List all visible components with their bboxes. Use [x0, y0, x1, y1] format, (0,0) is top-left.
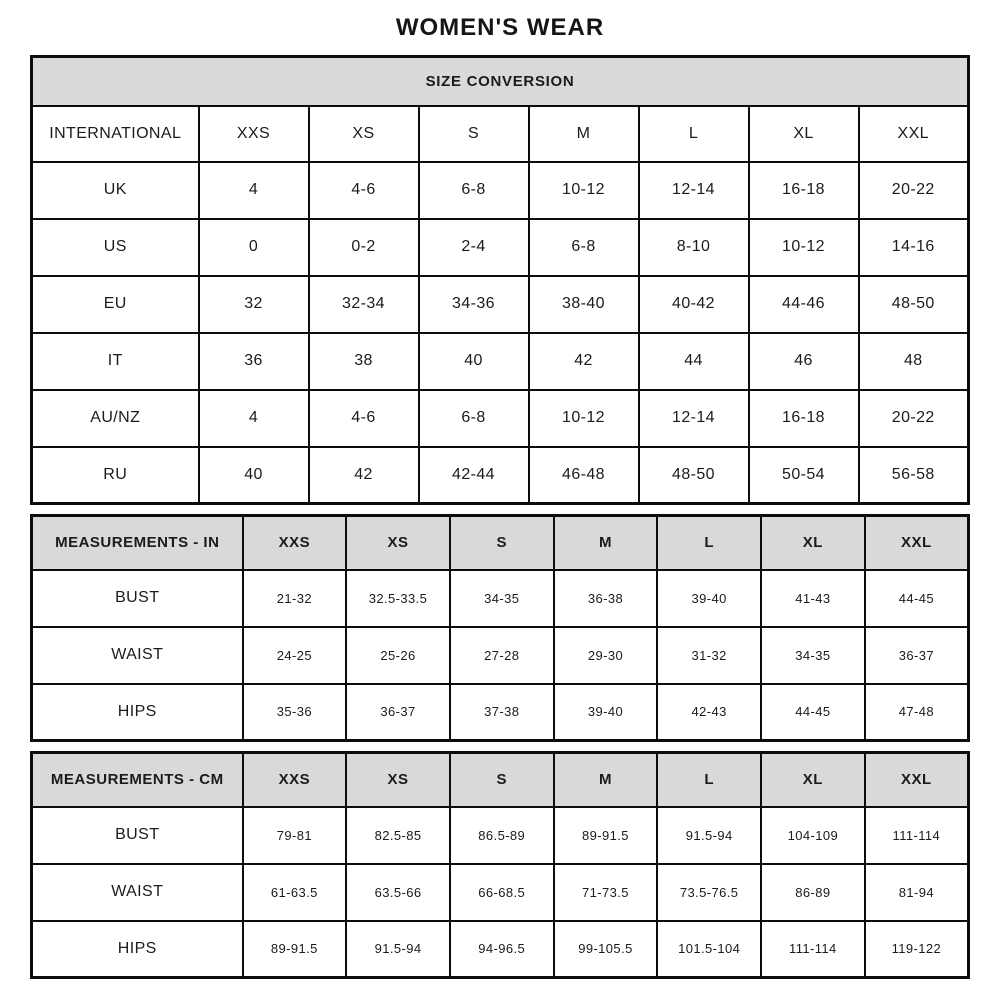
value-cell: 111-114: [761, 921, 865, 978]
value-cell: 111-114: [865, 807, 969, 864]
size-header-xxl: XXL: [865, 753, 969, 807]
value-cell: 38-40: [529, 276, 639, 333]
size-conversion-table: [30, 55, 970, 505]
value-cell: 40: [419, 333, 529, 390]
value-cell: 101.5-104: [657, 921, 761, 978]
value-cell: 48-50: [859, 276, 969, 333]
size-conversion-header-row: [32, 106, 969, 162]
value-cell: 48-50: [639, 447, 749, 504]
value-cell: 36-38: [554, 570, 658, 627]
value-cell: 86-89: [761, 864, 865, 921]
value-cell: 16-18: [749, 390, 859, 447]
value-cell: 66-68.5: [450, 864, 554, 921]
value-cell: 20-22: [859, 162, 969, 219]
measurements-cm-table: [30, 751, 970, 979]
measurements-cm-title: MEASUREMENTS - CM: [32, 753, 243, 807]
value-cell: 37-38: [450, 684, 554, 741]
row-label: WAIST: [32, 627, 243, 684]
table-row: [32, 219, 969, 276]
value-cell: 42-44: [419, 447, 529, 504]
value-cell: 71-73.5: [554, 864, 658, 921]
value-cell: 4-6: [309, 390, 419, 447]
value-cell: 0-2: [309, 219, 419, 276]
row-label: EU: [32, 276, 199, 333]
measurements-in-header-row: [32, 516, 969, 570]
measurements-in-title: MEASUREMENTS - IN: [32, 516, 243, 570]
table-row: [32, 864, 969, 921]
column-header-international: INTERNATIONAL: [32, 106, 199, 162]
column-header-xxl: XXL: [859, 106, 969, 162]
value-cell: 31-32: [657, 627, 761, 684]
column-header-xs: XS: [309, 106, 419, 162]
value-cell: 63.5-66: [346, 864, 450, 921]
size-header-xl: XL: [761, 753, 865, 807]
value-cell: 36-37: [865, 627, 969, 684]
value-cell: 32-34: [309, 276, 419, 333]
size-conversion-banner-row: [32, 57, 969, 106]
value-cell: 34-36: [419, 276, 529, 333]
value-cell: 81-94: [865, 864, 969, 921]
value-cell: 104-109: [761, 807, 865, 864]
table-row: [32, 807, 969, 864]
value-cell: 38: [309, 333, 419, 390]
size-header-l: L: [657, 516, 761, 570]
value-cell: 10-12: [749, 219, 859, 276]
value-cell: 91.5-94: [657, 807, 761, 864]
value-cell: 89-91.5: [243, 921, 347, 978]
row-label: HIPS: [32, 921, 243, 978]
value-cell: 12-14: [639, 390, 749, 447]
value-cell: 39-40: [657, 570, 761, 627]
value-cell: 36: [199, 333, 309, 390]
value-cell: 6-8: [419, 162, 529, 219]
size-header-xl: XL: [761, 516, 865, 570]
value-cell: 32.5-33.5: [346, 570, 450, 627]
value-cell: 29-30: [554, 627, 658, 684]
value-cell: 40: [199, 447, 309, 504]
column-header-s: S: [419, 106, 529, 162]
value-cell: 6-8: [419, 390, 529, 447]
value-cell: 35-36: [243, 684, 347, 741]
value-cell: 24-25: [243, 627, 347, 684]
value-cell: 4-6: [309, 162, 419, 219]
row-label: BUST: [32, 807, 243, 864]
value-cell: 16-18: [749, 162, 859, 219]
row-label: WAIST: [32, 864, 243, 921]
size-header-m: M: [554, 516, 658, 570]
value-cell: 46-48: [529, 447, 639, 504]
column-header-l: L: [639, 106, 749, 162]
value-cell: 56-58: [859, 447, 969, 504]
value-cell: 48: [859, 333, 969, 390]
value-cell: 14-16: [859, 219, 969, 276]
size-header-xs: XS: [346, 753, 450, 807]
size-header-s: S: [450, 753, 554, 807]
row-label: BUST: [32, 570, 243, 627]
size-header-m: M: [554, 753, 658, 807]
measurements-in-table: [30, 514, 970, 742]
table-row: [32, 390, 969, 447]
value-cell: 8-10: [639, 219, 749, 276]
size-header-l: L: [657, 753, 761, 807]
column-header-xxs: XXS: [199, 106, 309, 162]
value-cell: 50-54: [749, 447, 859, 504]
value-cell: 91.5-94: [346, 921, 450, 978]
table-row: [32, 921, 969, 978]
column-header-xl: XL: [749, 106, 859, 162]
value-cell: 4: [199, 162, 309, 219]
size-header-xxl: XXL: [865, 516, 969, 570]
value-cell: 27-28: [450, 627, 554, 684]
size-header-xs: XS: [346, 516, 450, 570]
value-cell: 89-91.5: [554, 807, 658, 864]
value-cell: 34-35: [450, 570, 554, 627]
table-row: [32, 447, 969, 504]
table-row: [32, 333, 969, 390]
size-conversion-banner: SIZE CONVERSION: [32, 57, 969, 106]
row-label: IT: [32, 333, 199, 390]
value-cell: 44-45: [865, 570, 969, 627]
value-cell: 39-40: [554, 684, 658, 741]
value-cell: 25-26: [346, 627, 450, 684]
row-label: UK: [32, 162, 199, 219]
value-cell: 44: [639, 333, 749, 390]
value-cell: 86.5-89: [450, 807, 554, 864]
value-cell: 34-35: [761, 627, 865, 684]
value-cell: 46: [749, 333, 859, 390]
page-title: WOMEN'S WEAR: [395, 14, 605, 41]
value-cell: 119-122: [865, 921, 969, 978]
value-cell: 32: [199, 276, 309, 333]
measurements-cm-header-row: [32, 753, 969, 807]
value-cell: 12-14: [639, 162, 749, 219]
row-label: US: [32, 219, 199, 276]
row-label: AU/NZ: [32, 390, 199, 447]
value-cell: 4: [199, 390, 309, 447]
value-cell: 41-43: [761, 570, 865, 627]
value-cell: 36-37: [346, 684, 450, 741]
value-cell: 2-4: [419, 219, 529, 276]
value-cell: 6-8: [529, 219, 639, 276]
value-cell: 20-22: [859, 390, 969, 447]
table-row: [32, 162, 969, 219]
value-cell: 40-42: [639, 276, 749, 333]
value-cell: 47-48: [865, 684, 969, 741]
value-cell: 82.5-85: [346, 807, 450, 864]
table-row: [32, 684, 969, 741]
size-header-s: S: [450, 516, 554, 570]
row-label: RU: [32, 447, 199, 504]
value-cell: 79-81: [243, 807, 347, 864]
size-header-xxs: XXS: [243, 516, 347, 570]
table-row: [32, 627, 969, 684]
value-cell: 99-105.5: [554, 921, 658, 978]
value-cell: 61-63.5: [243, 864, 347, 921]
value-cell: 42: [309, 447, 419, 504]
value-cell: 42: [529, 333, 639, 390]
value-cell: 10-12: [529, 390, 639, 447]
table-row: [32, 276, 969, 333]
value-cell: 21-32: [243, 570, 347, 627]
value-cell: 44-45: [761, 684, 865, 741]
size-header-xxs: XXS: [243, 753, 347, 807]
value-cell: 0: [199, 219, 309, 276]
column-header-m: M: [529, 106, 639, 162]
row-label: HIPS: [32, 684, 243, 741]
value-cell: 10-12: [529, 162, 639, 219]
value-cell: 44-46: [749, 276, 859, 333]
value-cell: 73.5-76.5: [657, 864, 761, 921]
value-cell: 42-43: [657, 684, 761, 741]
table-row: [32, 570, 969, 627]
value-cell: 94-96.5: [450, 921, 554, 978]
